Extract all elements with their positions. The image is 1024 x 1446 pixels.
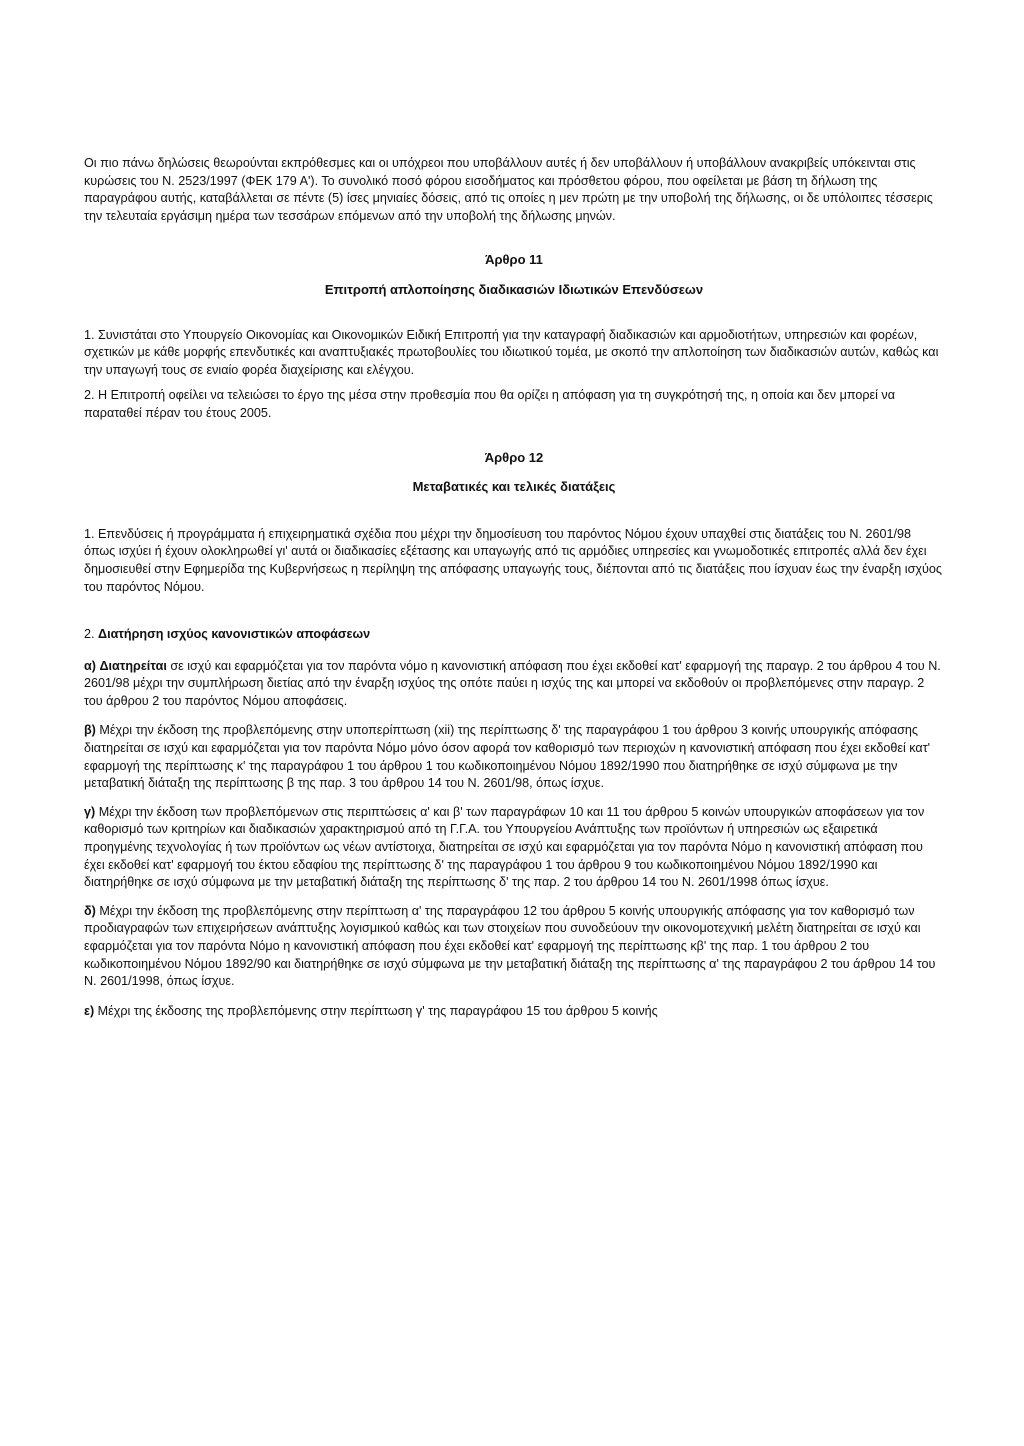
clause-d [84,903,944,991]
article-12-subtitle: Μεταβατικές και τελικές διατάξεις [412,479,616,495]
article-12-title: Άρθρο 12 [484,449,544,465]
clause-e [84,1003,944,1021]
clause-c [84,804,944,892]
clause-d-text: Μέχρι την έκδοση της προβλεπόμενης στην περίπτωση α' της παραγράφου 12 του άρθρου 5 κοινής υπουργικής απόφασης για τον καθορισμό των προδιαγραφών των επιχειρήσεων ανάπτυξης λογισμικού καθώς και των στοιχείων που συνοδεύουν την οικονομοτεχνική μελέτη διατηρείται σε ισχύ και εφαρμόζεται για τον παρόντα Νόμο η κανονιστική απόφαση που έχει εκδοθεί κατ' εφαρμογή της περίπτωσης κβ' της παρ. 1 του άρθρου 2 του κωδικοποιημένου Νόμου 1892/90 και διατηρήθηκε σε ισχύ σύμφωνα με την μεταβατική διάταξη της περίπτωσης α' της παραγράφου 2 του άρθρου 14 του Ν. 2601/1998, όπως ίσχυε. [84,903,936,989]
clause-a-text: σε ισχύ και εφαρμόζεται για τον παρόντα νόμο η κανονιστική απόφαση που έχει εκδοθεί κατ' εφαρμογή της παραγρ. 2 του άρθρου 4 του Ν. 2601/98 μέχρι την συμπλήρωση διετίας από την έναρξη ισχύος της οπότε παύει η ισχύς της και μπορεί να εκδοθούν οι προβλεπόμενες στην παραγρ. 2 του άρθρου 2 του παρόντος Νόμου αποφάσεις. [84,658,941,708]
article-11-paragraph-2: 2. Η Επιτροπή οφείλει να τελειώσει το έργο της μέσα στην προθεσμία που θα ορίζει η απόφαση για τη συγκρότησή της, η οποία και δεν μπορεί να παραταθεί πέραν του έτους 2005. [84,388,895,420]
article-11-title: Άρθρο 11 [485,252,543,268]
clause-c-text: Μέχρι την έκδοση των προβλεπόμενων στις περιπτώσεις α' και β' των παραγράφων 10 και 11 του άρθρου 5 κοινών υπουργικών αποφάσεων για τον καθορισμό των κριτηρίων και διαδικασιών χαρακτηρισμού από τη Γ.Γ.Α. του Υπουργείου Ανάπτυξης των προϊόντων ή υπηρεσιών ως εξαιρετικά προηγμένης τεχνολογίας ή των προϊόντων ως νέων αντίστοιχα, διατηρείται σε ισχύ και εφαρμόζεται για τον παρόντα Νόμο η κανονιστική απόφαση που έχει εκδοθεί κατ' εφαρμογή του έκτου εδαφίου της περίπτωσης δ' της παραγράφου 1 του άρθρου 9 του κωδικοποιημένου Νόμου 1892/1990 και διατηρήθηκε σε ισχύ σύμφωνα με την μεταβατική διάταξη της περίπτωσης δ' της παρ. 2 του άρθρου 14 του Ν. 2601/1998 όπως ίσχυε. [84,804,925,890]
clause-a-keyword: Διατηρείται [99,658,167,673]
clause-e-label: ε) [84,1003,95,1018]
clause-b [84,722,944,792]
article-12-section-2-heading [84,626,944,644]
article-11-paragraph-1: 1. Συνιστάται στο Υπουργείο Οικονομίας και Οικονομικών Ειδική Επιτροπή για την καταγραφή διαδικασιών και αρμοδιοτήτων, υπηρεσιών και φορέων, σχετικών με κάθε μορφής επενδυτικές και αναπτυξιακές πρωτοβουλίες του ιδιωτικού τομέα, με σκοπό την απλοποίηση των διαδικασιών αυτών, καθώς και την υπαγωγή τους σε ενιαίο φορέα διαχείρισης και ελέγχου. [84,327,939,377]
clause-e-text: Μέχρι της έκδοσης της προβλεπόμενης στην περίπτωση γ' της παραγράφου 15 του άρθρου 5 κοινής [94,1003,658,1018]
clause-a [84,658,944,711]
intro-paragraph: Οι πιο πάνω δηλώσεις θεωρούνται εκπρόθεσμες και οι υπόχρεοι που υποβάλλουν αυτές ή δεν υποβάλλουν ή υποβάλλουν ανακριβείς υπόκεινται στις κυρώσεις του Ν. 2523/1997 (ΦΕΚ 179 Α'). Το συνολικό ποσό φόρου εισοδήματος και πρόσθετου φόρου, που οφείλεται με βάση τη δήλωση της παραγράφου αυτής, καταβάλλεται σε πέντε (5) ίσες μηνιαίες δόσεις, από τις οποίες η μεν πρώτη με την υποβολή της δήλωσης, οι δε υπόλοιπες τέσσερις την τελευταία εργάσιμη ημέρα των τεσσάρων επόμενων από την υποβολή της δήλωσης μηνών. [84,156,933,223]
clause-d-label: δ) [84,903,96,918]
section-2-title: Διατήρηση ισχύος κανονιστικών αποφάσεων [98,627,371,642]
section-2-number: 2. [84,627,95,642]
article-11-subtitle: Επιτροπή απλοποίησης διαδικασιών Ιδιωτικών Επενδύσεων [324,281,704,297]
clause-c-label: γ) [84,804,96,819]
document-body [84,155,944,1020]
clause-b-text: Μέχρι την έκδοση της προβλεπόμενης στην υποπερίπτωση (xii) της περίπτωσης δ' της παραγράφου 1 του άρθρου 3 κοινής υπουργικής απόφασης διατηρείται σε ισχύ και εφαρμόζεται για τον παρόντα Νόμο μόνο όσον αφορά τον καθορισμό των περιοχών η κανονιστική απόφαση που έχει εκδοθεί κατ' εφαρμογή της περίπτωσης κ' της παραγράφου 1 του άρθρου 1 του κωδικοποιημένου Νόμου 1892/1990 που διατηρήθηκε σε ισχύ σύμφωνα με την μεταβατική διάταξη της περίπτωσης β της παρ. 3 του άρθρου 14 του Ν. 2601/98, όπως ίσχυε. [84,723,931,791]
clause-a-label: α) [84,658,96,673]
article-12-paragraph-1: 1. Επενδύσεις ή προγράμματα ή επιχειρηματικά σχέδια που μέχρι την δημοσίευση του παρόντος Νόμου έχουν υπαχθεί στις διατάξεις του Ν. 2601/98 όπως ισχύει ή έχουν ολοκληρωθεί γι' αυτά οι διαδικασίες εξέτασης και υπαγωγής από τις αρμόδιες υπηρεσίες και γνωμοδοτικές επιτροπές αλλά δεν έχει δημοσιευθεί στην Εφημερίδα της Κυβερνήσεως η περίληψη της απόφασης υπαγωγής τους, διέπονται από τις διατάξεις που ίσχυαν έως την έναρξη ισχύος του παρόντος Νόμου. [84,526,942,594]
clause-b-label: β) [84,723,96,738]
